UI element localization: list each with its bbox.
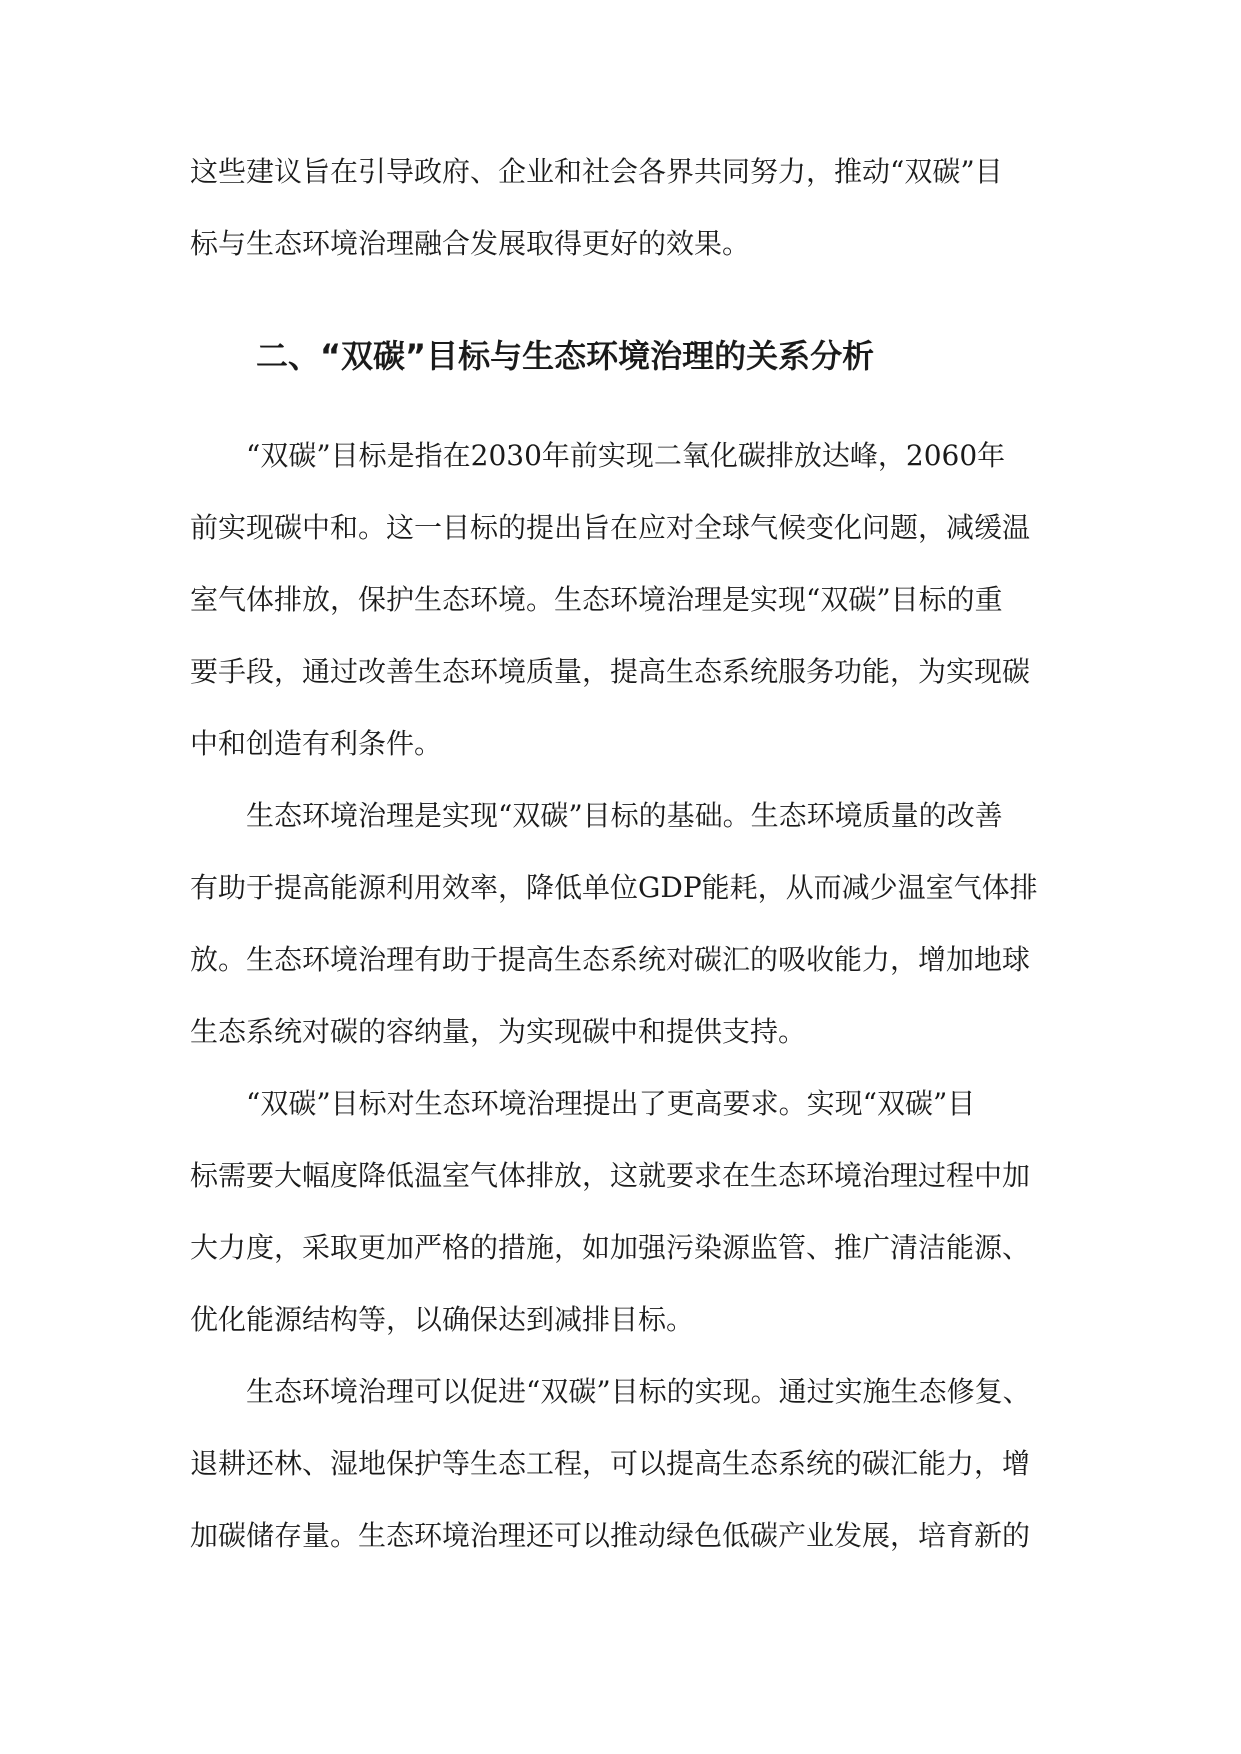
intro-line-2: 标与生态环境治理融合发展取得更好的效果。 xyxy=(190,227,751,260)
paragraph-1-line-5: 中和创造有利条件。 xyxy=(190,727,443,760)
paragraph-1-line-1: “双碳”目标是指在2030年前实现二氧化碳排放达峰，2060年 xyxy=(246,439,1006,472)
paragraph-1-line-2: 前实现碳中和。这一目标的提出旨在应对全球气候变化问题，减缓温 xyxy=(190,511,1031,544)
paragraph-2-line-1: 生态环境治理是实现“双碳”目标的基础。生态环境质量的改善 xyxy=(246,799,1003,832)
paragraph-4-line-1: 生态环境治理可以促进“双碳”目标的实现。通过实施生态修复、 xyxy=(246,1375,1031,1408)
paragraph-4-line-2: 退耕还林、湿地保护等生态工程，可以提高生态系统的碳汇能力，增 xyxy=(190,1447,1031,1480)
paragraph-3-line-3: 大力度，采取更加严格的措施，如加强污染源监管、推广清洁能源、 xyxy=(190,1231,1031,1264)
paragraph-3-line-4: 优化能源结构等，以确保达到减排目标。 xyxy=(190,1303,695,1336)
intro-line-1: 这些建议旨在引导政府、企业和社会各界共同努力，推动“双碳”目 xyxy=(190,155,1003,188)
paragraph-1-line-4: 要手段，通过改善生态环境质量，提高生态系统服务功能，为实现碳 xyxy=(190,655,1031,688)
paragraph-2-line-4: 生态系统对碳的容纳量，为实现碳中和提供支持。 xyxy=(190,1015,807,1048)
paragraph-2-line-2: 有助于提高能源利用效率，降低单位GDP能耗，从而减少温室气体排 xyxy=(190,871,1038,904)
paragraph-2-line-3: 放。生态环境治理有助于提高生态系统对碳汇的吸收能力，增加地球 xyxy=(190,943,1031,976)
paragraph-1-line-3: 室气体排放，保护生态环境。生态环境治理是实现“双碳”目标的重 xyxy=(190,583,1003,616)
paragraph-4-line-3: 加碳储存量。生态环境治理还可以推动绿色低碳产业发展，培育新的 xyxy=(190,1519,1031,1552)
paragraph-3-line-2: 标需要大幅度降低温室气体排放，这就要求在生态环境治理过程中加 xyxy=(190,1159,1031,1192)
paragraph-3-line-1: “双碳”目标对生态环境治理提出了更高要求。实现“双碳”目 xyxy=(246,1087,976,1120)
section-heading: 二、“双碳”目标与生态环境治理的关系分析 xyxy=(256,337,875,375)
